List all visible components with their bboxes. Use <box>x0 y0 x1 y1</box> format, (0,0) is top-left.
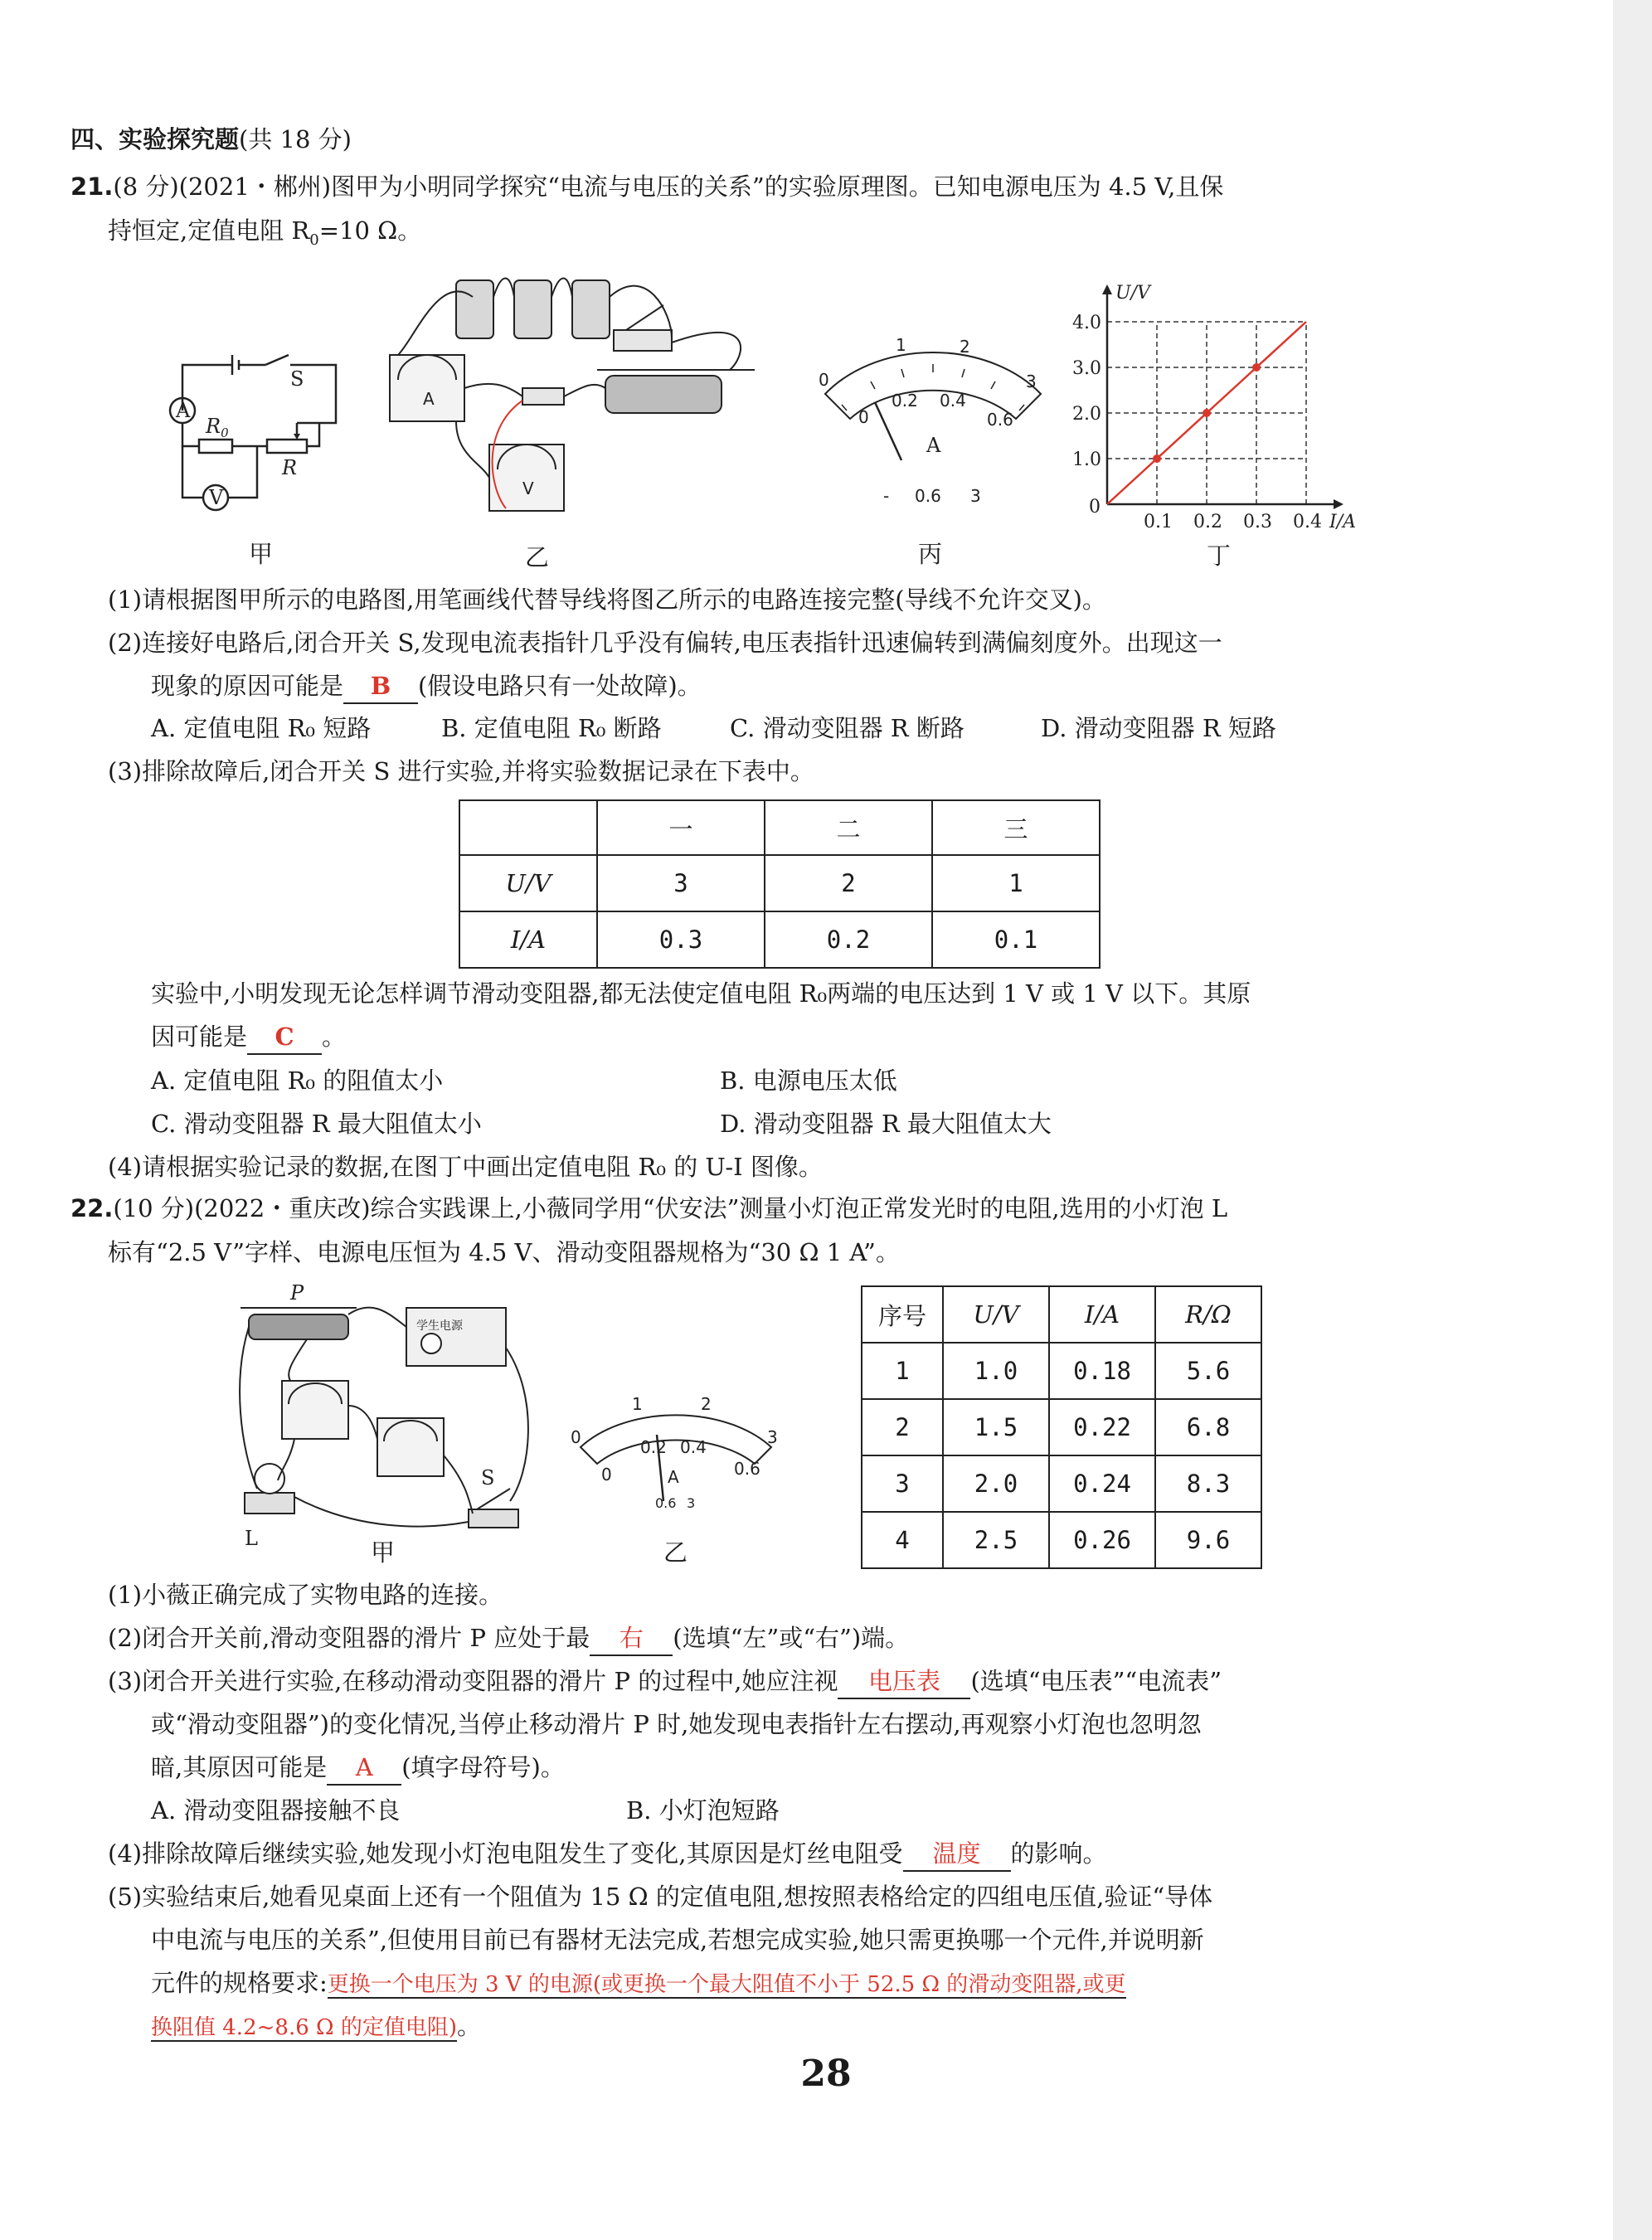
q21-table-header-cell: 一 <box>597 800 765 855</box>
q22-table-cell: 9.6 <box>1155 1512 1261 1568</box>
q21-part2-text-b: (假设电路只有一处故障)。 <box>418 672 702 700</box>
q22-table-row <box>862 1343 1261 1399</box>
origin-label: 0 <box>1089 497 1101 517</box>
q21-table-header-cell: 三 <box>932 800 1100 855</box>
q22-table-cell: 2.5 <box>943 1512 1049 1568</box>
q21-table-header-cell <box>459 800 597 855</box>
q22-part5-text: 元件的规格要求: <box>151 1969 328 1997</box>
q22-part5-answer-line1: 更换一个电压为 3 V 的电源(或更换一个最大阻值不小于 52.5 Ω 的滑动变阻器,或更 <box>327 1972 1126 1997</box>
q22-table-row <box>862 1399 1261 1455</box>
ammeter-symbol: A <box>176 399 191 422</box>
q22-part2-text: (2)闭合开关前,滑动变阻器的滑片 P 应处于最 <box>108 1624 590 1652</box>
y-tick-label: 3.0 <box>1072 358 1101 379</box>
q22-intro-line1 <box>70 1192 1227 1225</box>
q22-part3-option-a: A. 滑动变阻器接触不良 <box>151 1796 401 1825</box>
x-tick-label: 0.3 <box>1243 512 1272 532</box>
q21-part3b-option-c: C. 滑动变阻器 R 最大阻值太小 <box>151 1110 482 1138</box>
q21-intro-line1 <box>70 170 1223 203</box>
x-tick-label: 0.2 <box>1193 512 1222 532</box>
q22-data-table <box>861 1285 1262 1569</box>
page-number: 28 <box>800 2053 852 2095</box>
q21-part2-option-a: A. 定值电阻 R₀ 短路 <box>151 714 372 742</box>
q22-dial-top-tick-1: 1 <box>632 1394 643 1414</box>
q21-part3b-option-a: A. 定值电阻 R₀ 的阻值太小 <box>151 1067 444 1095</box>
q21-part2-option-c: C. 滑动变阻器 R 断路 <box>730 714 964 742</box>
x-axis-arrow <box>1334 499 1343 509</box>
q21-fig-bing-ammeter-dial <box>809 319 1057 518</box>
q21-part4: (4)请根据实验记录的数据,在图丁中画出定值电阻 R₀ 的 U-I 图像。 <box>108 1153 823 1181</box>
q21-fig-jia-circuit <box>158 340 357 522</box>
y-tick-label: 2.0 <box>1072 404 1101 425</box>
q22-part2 <box>108 1621 909 1656</box>
q22-part3-text-d: (填字母符号)。 <box>401 1753 565 1781</box>
q21-table-cell: 0.2 <box>765 911 932 968</box>
q22-table-cell: 1.5 <box>943 1399 1049 1455</box>
q22-table-cell: 8.3 <box>1155 1455 1261 1512</box>
q22-table-header-cell: 序号 <box>862 1286 943 1343</box>
q22-number: 22. <box>70 1194 114 1222</box>
q21-part2-line1: (2)连接好电路后,闭合开关 S,发现电流表指针几乎没有偏转,电压表指针迅速偏转到满偏刻度外。出现这一 <box>108 629 1222 657</box>
ui-data-point <box>1252 363 1261 372</box>
q22-table-cell: 2.0 <box>943 1455 1049 1512</box>
q22-dial-bottom-tick-1: 0.2 <box>640 1437 667 1457</box>
dial-pointer <box>875 402 901 460</box>
q21-table-header-cell: 二 <box>765 800 932 855</box>
rheostat-label-r: R <box>282 456 298 479</box>
q21-fig-ding-label: 丁 <box>1207 542 1232 570</box>
q21-fig-jia-label: 甲 <box>249 540 274 568</box>
q21-intro-text2b: =10 Ω。 <box>318 216 422 245</box>
q22-dial-top-tick-0: 0 <box>571 1427 581 1447</box>
q22-switch-label-s: S <box>481 1466 495 1489</box>
q21-table-cell: U/V <box>459 855 597 911</box>
q21-part3b-answer: C <box>247 1020 322 1055</box>
q22-dial-terminal-3: 3 <box>687 1495 696 1511</box>
q21-number: 21. <box>70 172 114 201</box>
q22-table-cell: 0.24 <box>1049 1455 1155 1512</box>
q22-fig-yi-ammeter-dial <box>564 1385 788 1526</box>
q22-slider-label-p: P <box>290 1281 304 1305</box>
q21-table-cell: 1 <box>932 855 1100 911</box>
q22-table-cell: 2 <box>862 1399 943 1455</box>
x-tick-label: 0.1 <box>1144 512 1173 532</box>
q22-part3-line3 <box>151 1751 565 1786</box>
dial-bottom-tick-0: 0 <box>858 407 869 427</box>
q22-part3-line2: 或“滑动变阻器”)的变化情况,当停止移动滑片 P 时,她发现电表指针左右摆动,再观察小灯泡也忽明忽 <box>151 1710 1202 1738</box>
q22-intro-text1: (10 分)(2022・重庆改)综合实践课上,小薇同学用“伏安法”测量小灯泡正常发光时的电阻,选用的小灯泡 L <box>113 1194 1228 1222</box>
q22-table-cell: 0.18 <box>1049 1343 1155 1399</box>
q21-table-row-i <box>459 911 1100 968</box>
ui-data-point <box>1153 454 1161 463</box>
q22-part5-line1: (5)实验结束后,她看见桌面上还有一个阻值为 15 Ω 的定值电阻,想按照表格给定的四组电压值,验证“导体 <box>108 1883 1213 1911</box>
q22-part4-answer: 温度 <box>903 1837 1011 1872</box>
switch-label-s: S <box>290 367 304 391</box>
dial-terminal-3: 3 <box>970 486 981 506</box>
q21-part2-text: 现象的原因可能是 <box>151 672 344 700</box>
dial-top-tick-0: 0 <box>819 370 829 390</box>
q21-table-header-row <box>459 800 1100 855</box>
x-axis-label: I/A <box>1329 512 1356 532</box>
dial-top-tick-2: 2 <box>960 337 970 357</box>
q22-part3-line1 <box>108 1664 1222 1699</box>
q21-table-cell: 3 <box>597 855 765 911</box>
q22-dial-top-tick-2: 2 <box>701 1394 712 1414</box>
dial-unit-a: A <box>926 434 941 457</box>
y-tick-label: 4.0 <box>1072 313 1101 333</box>
q21-part2-option-b: B. 定值电阻 R₀ 断路 <box>441 714 662 742</box>
q21-part2-option-d: D. 滑动变阻器 R 短路 <box>1041 714 1276 742</box>
q21-table-cell: 0.1 <box>932 911 1100 968</box>
q21-table-row-u <box>459 855 1100 911</box>
section-points: (共 18 分) <box>239 125 352 153</box>
dial-bottom-tick-1: 0.2 <box>892 391 918 411</box>
q21-data-table <box>459 799 1101 969</box>
q22-part5-answer-line2: 换阻值 4.2~8.6 Ω 的定值电阻) <box>151 2015 457 2040</box>
q22-part3-answer2: A <box>327 1751 401 1786</box>
q21-intro-text1: (8 分)(2021・郴州)图甲为小明同学探究“电流与电压的关系”的实验原理图。已知电源电压为 4.5 V,且保 <box>113 172 1224 201</box>
q21-fig-bing-label: 丙 <box>918 540 943 568</box>
q22-power-supply-label: 学生电源 <box>416 1319 463 1333</box>
q21-part3b-text: 因可能是 <box>151 1023 248 1051</box>
q22-table-cell: 4 <box>862 1512 943 1568</box>
q22-table-cell: 1.0 <box>943 1343 1049 1399</box>
q22-part4-text-b: 的影响。 <box>1010 1839 1107 1868</box>
q21-table-cell: 0.3 <box>597 911 765 968</box>
q22-part5-end: 。 <box>456 2012 481 2040</box>
q22-table-cell: 3 <box>862 1455 943 1512</box>
q21-fig-ding-ui-graph <box>1070 282 1360 539</box>
ammeter-letter: A <box>423 389 435 409</box>
q22-part4 <box>108 1837 1107 1872</box>
voltmeter-letter: V <box>522 479 534 498</box>
q22-table-cell: 1 <box>862 1343 943 1399</box>
q22-table-header-cell: R/Ω <box>1155 1286 1261 1343</box>
q21-part3b-line1: 实验中,小明发现无论怎样调节滑动变阻器,都无法使定值电阻 R₀两端的电压达到 1 V 或 1 V 以下。其原 <box>151 979 1251 1008</box>
q22-table-header-row <box>862 1286 1261 1343</box>
q21-fig-yi-label: 乙 <box>525 543 550 571</box>
q21-part3b-option-d: D. 滑动变阻器 R 最大阻值太大 <box>720 1110 1052 1138</box>
q22-table-row <box>862 1512 1261 1568</box>
q22-fig-jia-physical-circuit <box>232 1281 539 1547</box>
q22-lamp-label-l: L <box>245 1527 258 1547</box>
q22-part3-answer1: 电压表 <box>838 1664 970 1699</box>
dial-terminal-0-6: 0.6 <box>915 486 941 506</box>
q22-table-cell: 0.22 <box>1049 1399 1155 1455</box>
page-edge-shadow <box>1613 0 1652 2240</box>
dial-bottom-tick-2: 0.4 <box>940 391 966 411</box>
dial-top-tick-1: 1 <box>896 335 906 355</box>
q21-part3: (3)排除故障后,闭合开关 S 进行实验,并将实验数据记录在下表中。 <box>108 757 814 785</box>
q22-part3-option-b: B. 小灯泡短路 <box>626 1796 780 1825</box>
resistor-label-r0: $R_0$ <box>206 415 229 440</box>
q22-part1: (1)小薇正确完成了实物电路的连接。 <box>108 1581 503 1609</box>
q22-part2-text-b: (选填“左”或“右”)端。 <box>673 1624 910 1652</box>
q22-part3-text-c: 暗,其原因可能是 <box>151 1753 328 1781</box>
dial-terminal-neg: - <box>883 486 890 506</box>
q22-dial-bottom-tick-3: 0.6 <box>734 1459 760 1479</box>
q22-dial-bottom-tick-0: 0 <box>601 1465 612 1484</box>
q22-table-cell: 5.6 <box>1155 1343 1261 1399</box>
q22-dial-bottom-tick-2: 0.4 <box>680 1437 707 1457</box>
q21-part3b-text-b: 。 <box>322 1023 347 1051</box>
q21-part2-answer: B <box>343 669 418 704</box>
q22-part2-answer: 右 <box>590 1621 673 1656</box>
q21-part3b-line2 <box>151 1020 346 1055</box>
ui-data-point <box>1203 409 1211 417</box>
q21-part2-line2 <box>151 669 702 704</box>
q21-part1: (1)请根据图甲所示的电路图,用笔画线代替导线将图乙所示的电路连接完整(导线不允许交叉)。 <box>108 586 1106 614</box>
q22-table-header-cell: U/V <box>943 1286 1049 1343</box>
q21-table-cell: I/A <box>459 911 597 968</box>
q22-part3-text-b: (选填“电压表”“电流表” <box>970 1667 1222 1695</box>
q22-fig-yi-label: 乙 <box>663 1538 688 1567</box>
y-axis-arrow <box>1102 284 1112 294</box>
q22-table-header-cell: I/A <box>1049 1286 1155 1343</box>
dial-top-tick-3: 3 <box>1026 372 1037 391</box>
q22-table-row <box>862 1455 1261 1512</box>
q22-intro-line2: 标有“2.5 V”字样、电源电压恒为 4.5 V、滑动变阻器规格为“30 Ω 1 A”。 <box>108 1238 900 1266</box>
y-axis-label: U/V <box>1115 283 1150 304</box>
y-tick-label: 1.0 <box>1072 449 1101 470</box>
section-title <box>70 123 352 156</box>
x-tick-label: 0.4 <box>1293 512 1322 532</box>
q22-part5-line3 <box>151 1966 1126 2001</box>
voltmeter-symbol: V <box>209 486 224 509</box>
q21-part3b-option-b: B. 电源电压太低 <box>720 1067 897 1095</box>
section-title-text: 四、实验探究题 <box>70 125 240 153</box>
q21-table-cell: 2 <box>765 855 932 911</box>
q22-part3-text: (3)闭合开关进行实验,在移动滑动变阻器的滑片 P 的过程中,她应注视 <box>108 1667 838 1695</box>
q22-fig-jia-label: 甲 <box>371 1538 396 1567</box>
q22-dial-terminal-0-6: 0.6 <box>655 1495 677 1511</box>
q21-intro-text2a: 持恒定,定值电阻 R <box>108 216 310 245</box>
q22-table-cell: 0.26 <box>1049 1512 1155 1568</box>
q22-dial-top-tick-3: 3 <box>767 1427 778 1447</box>
dial-bottom-tick-3: 0.6 <box>987 410 1013 430</box>
q22-part5-line2: 中电流与电压的关系”,但使用目前已有器材无法完成,若想完成实验,她只需更换哪一个元件,并说明新 <box>151 1926 1204 1954</box>
q21-intro-line2: 持恒定,定值电阻 $R_0=10$ Ω。 <box>108 216 422 249</box>
q22-part4-text: (4)排除故障后继续实验,她发现小灯泡电阻发生了变化,其原因是灯丝电阻受 <box>108 1839 903 1868</box>
q21-fig-yi-physical-circuit <box>365 264 780 521</box>
q22-dial-unit-a: A <box>668 1467 679 1487</box>
q22-part5-line4 <box>151 2009 481 2044</box>
q22-table-cell: 6.8 <box>1155 1399 1261 1455</box>
